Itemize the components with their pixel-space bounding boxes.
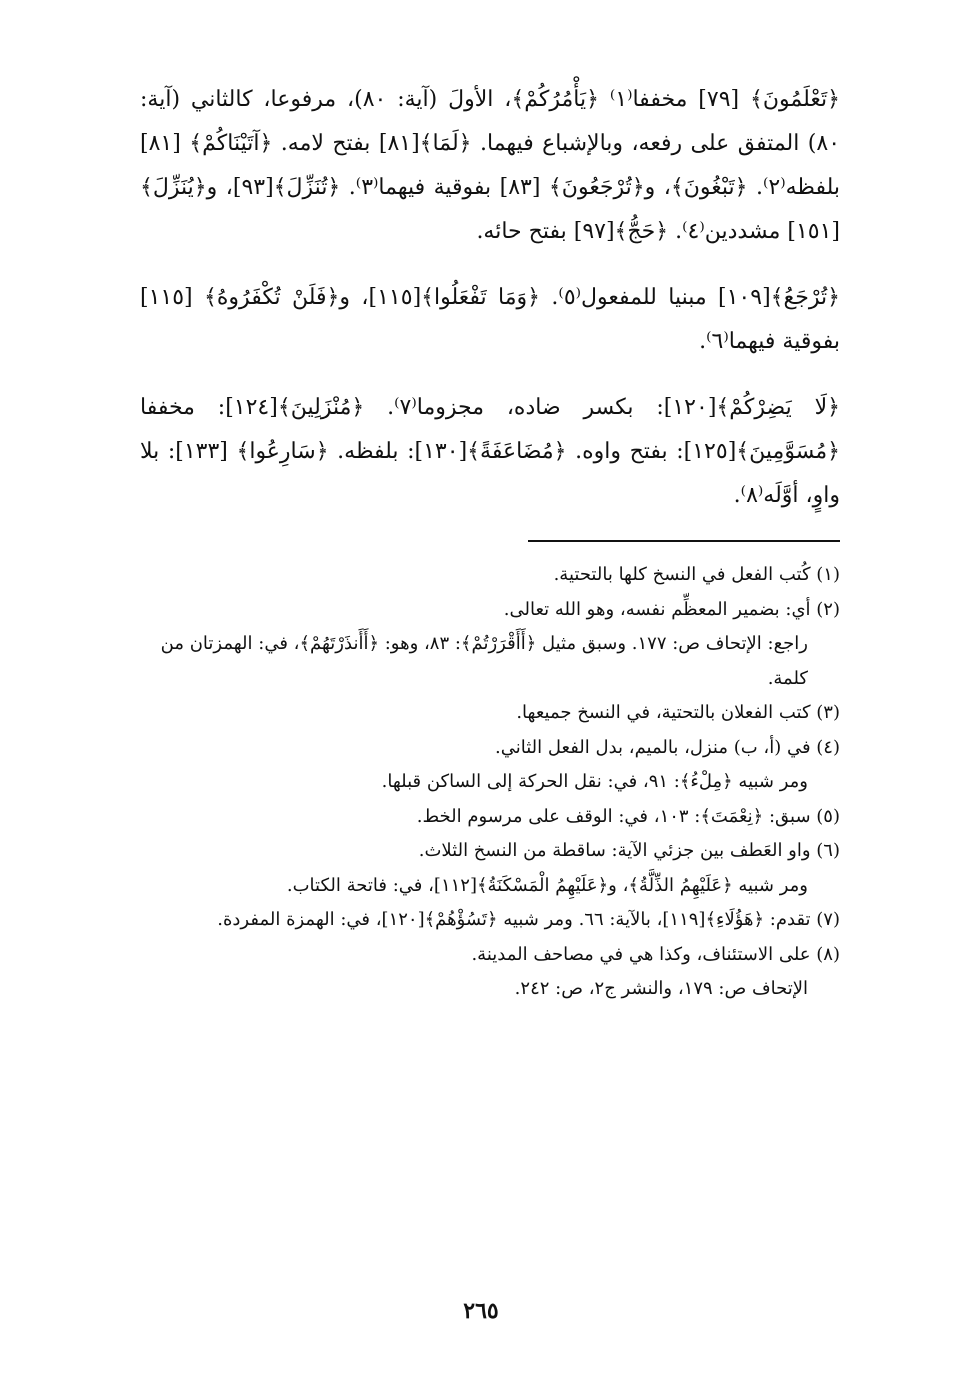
paragraph-text: ﴿تَعْلَمُونَ﴾ [٧٩] مخففا⁽١⁾ ﴿يَأْمُرُكُمْ﴾، الأولَ (آية: ٨٠)، مرفوعا، كالثاني (آية: ٨٠) المتفق على رفعه، وبالإشباع فيهما. ﴿لَمَا﴾[٨١] بفتح لامه. ﴿آتَيْنَاكُمْ﴾ [٨١] بلفظه⁽٢⁾. ﴿تَبْغُونَ﴾، و﴿تُرْجَعُونَ﴾ [٨٣] بفوقية فيهما⁽٣⁾. ﴿تُنَزِّلَ﴾[٩٣]، و﴿يُنَزِّلَ﴾ [١٥١] مشددين⁽٤⁾. ﴿حَجُّ﴾[٩٧] بفتح حائه. bbox=[140, 87, 841, 244]
footnote-continuation: ومر شبيه ﴿مِلْءُ﴾: ٩١، في: نقل الحركة إلى الساكن قبلها. bbox=[381, 771, 808, 792]
main-text bbox=[140, 78, 840, 518]
page-number: ٢٦٥ bbox=[463, 1298, 499, 1324]
footnote: (٤) في (أ، ب) منزل، بالميم، بدل الفعل الثاني. bbox=[495, 736, 840, 758]
footnote: (١) كُتب الفعل في النسخ كلها بالتحتية. bbox=[553, 564, 840, 585]
paragraph-text: ﴿تُرْجَعُ﴾[١٠٩] مبنيا للمفعول⁽٥⁾. ﴿وَمَا تَفْعَلُوا﴾[١١٥]، و﴿فَلَنْ تُكْفَرُوهُ﴾ [١١٥] بفوقية فيهما⁽٦⁾. bbox=[140, 285, 840, 354]
paragraph-2 bbox=[140, 276, 840, 364]
footnote-continuation: ومر شبيه ﴿عَلَيْهِمُ الذِّلَّةُ﴾، و﴿عَلَيْهِمُ الْمَسْكَنَةُ﴾[١١٢]، في: فاتحة الكتاب. bbox=[286, 874, 808, 896]
paragraph-1 bbox=[140, 78, 840, 254]
paragraph-3 bbox=[140, 386, 840, 518]
footnote: (٥) سبق: ﴿نِعْمَتَ﴾: ١٠٣، في: الوقف على مرسوم الخط. bbox=[416, 805, 840, 827]
footnote-continuation: الإتحاف ص: ١٧٩، والنشر ج٢، ص: ٢٤٢. bbox=[514, 978, 808, 999]
paragraph-text: ﴿لَا يَضِرْكُمْ﴾[١٢٠]: بكسر ضاده، مجزوما⁽٧⁾. ﴿مُنْزَلِينَ﴾[١٢٤]: مخففا ﴿مُسَوَّمِينَ﴾[١٢٥]: بفتح واوه. ﴿مُضَاعَفَةً﴾[١٣٠]: بلفظه. ﴿سَارِعُوا﴾ [١٣٣]: بلا واوٍ، أوَّلَه⁽٨⁾. bbox=[140, 395, 841, 508]
footnote: (٣) كتب الفعلان بالتحتية، في النسخ جميعها. bbox=[516, 702, 840, 723]
footnote-continuation: راجع: الإتحاف ص: ١٧٧. وسبق مثيل ﴿أَأَقْرَرْتُمْ﴾: ٨٣، وهو: ﴿أَأَنذَرْتَهُمْ﴾، في: الهمزتان من كلمة. bbox=[160, 633, 808, 689]
footnote: (٢) أي: بضمير المعظِّم نفسه، وهو الله تعالى. bbox=[503, 598, 840, 620]
footnote: (٦) واو العَطف بين جزئي الآية: ساقطة من النسخ الثلاث. bbox=[418, 840, 840, 861]
footnote-separator bbox=[528, 540, 840, 542]
footnote: (٨) على الاستئناف، وكذا هي في مصاحف المدينة. bbox=[471, 943, 840, 965]
footnote: (٧) تقدم: ﴿هَؤُلَاءِ﴾[١١٩]، بالآية: ٦٦. ومر شبيه ﴿تَسُؤْهُمْ﴾[١٢٠]، في: الهمزة المفردة. bbox=[217, 909, 840, 930]
footnotes bbox=[140, 558, 840, 1007]
